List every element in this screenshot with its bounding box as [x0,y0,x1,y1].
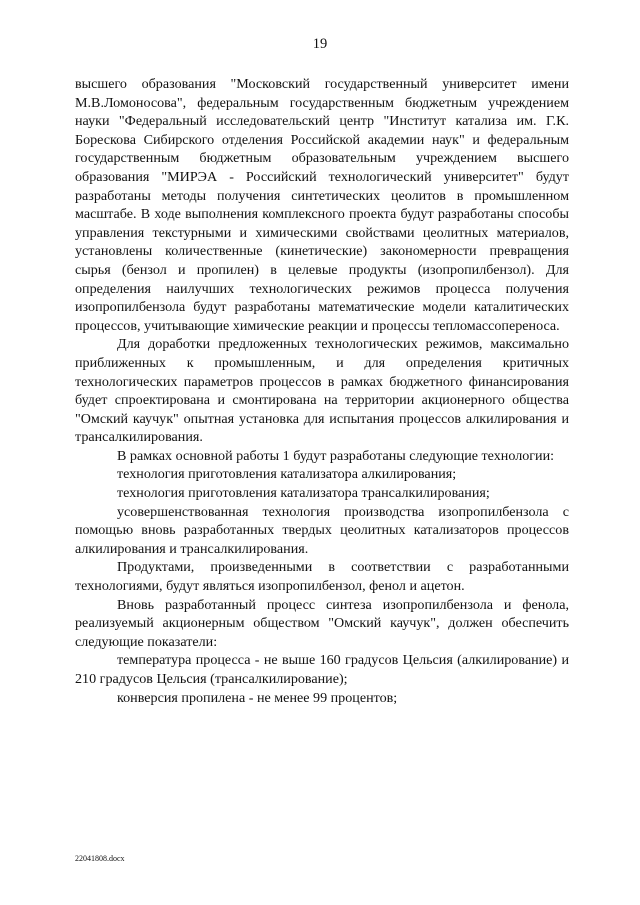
footer-filename: 22041808.docx [75,854,125,863]
paragraph: Для доработки предложенных технологических режимов, максимально приближенных к промышленным, и для определения критичных технологических параметров процессов в рамках бюджетного финансирования будет спроектирована и смонтирована на территории акционерного общества "Омский каучук" опытная установка для испытания процессов алкилирования и трансалкилирования. [75,336,569,446]
paragraph: Продуктами, произведенными в соответствии с разработанными технологиями, будут являться изопропилбензол, фенол и ацетон. [75,559,569,595]
list-item: конверсия пропилена - не менее 99 процентов; [117,689,398,706]
paragraph: высшего образования "Московский государственный университет имени М.В.Ломоносова", федеральным государственным бюджетным учреждением науки "Федеральный исследовательский центр "Институт катализа им. Г.К. Борескова Сибирского отделения Российской академии наук" и федеральным государственным бюджетным образовательным учреждением высшего образования "МИРЭА - Российский технологический университет" будут разработаны методы получения синтетических цеолитов в промышленном масштабе. В ходе выполнения комплексного проекта будут разработаны способы управления текстурными и химическими свойствами цеолитных материалов, установлены количественные (кинетические) закономерности превращения сырья (бензол и пропилен) в целевые продукты (изопропилбензол). Для определения наилучших технологических режимов процесса получения изопропилбензола будут разработаны математические модели каталитических процессов, учитывающие химические реакции и процессы тепломассопереноса. [75,76,569,334]
paragraph: Вновь разработанный процесс синтеза изопропилбензола и фенола, реализуемый акционерным обществом "Омский каучук", должен обеспечить следующие показатели: [75,596,569,650]
paragraph: В рамках основной работы 1 будут разработаны следующие технологии: [117,447,555,464]
list-item: температура процесса - не выше 160 градусов Цельсия (алкилирование) и 210 градусов Цельсия (трансалкилирование); [75,652,569,687]
page-number: 19 [312,36,328,52]
list-item: технология приготовления катализатора трансалкилирования; [117,485,490,502]
list-item: усовершенствованная технология производства изопропилбензола с помощью вновь разработанных твердых цеолитных катализаторов процессов алкилирования и трансалкилирования. [75,503,569,557]
list-item: технология приготовления катализатора алкилирования; [117,466,457,483]
document-body [75,75,569,707]
